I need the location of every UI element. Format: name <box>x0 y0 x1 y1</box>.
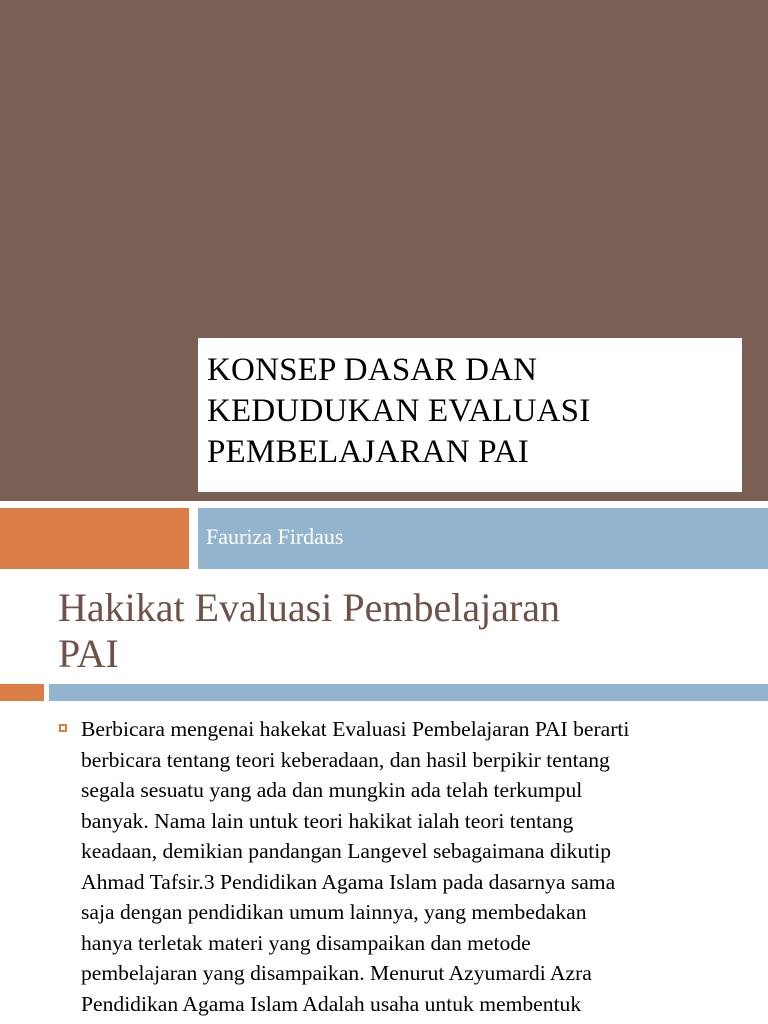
square-bullet-icon <box>59 724 67 732</box>
bullet-list <box>0 714 768 1019</box>
bullet-line: Ahmad Tafsir.3 Pendidikan Agama Islam pada dasarnya sama <box>81 869 616 894</box>
orange-accent-bar <box>0 508 189 569</box>
slide2-title-line: Hakikat Evaluasi Pembelajaran <box>58 585 561 630</box>
slide2-title <box>58 585 758 677</box>
bullet-line: segala sesuatu yang ada dan mungkin ada telah terkumpul <box>81 778 583 802</box>
author-name: Fauriza Firdaus <box>206 524 344 549</box>
bullet-line: saja dengan pendidikan umum lainnya, yang membedakan <box>81 900 587 924</box>
bullet-line: banyak. Nama lain untuk teori hakikat ialah teori tentang <box>81 808 574 833</box>
bullet-line: berbicara tentang teori keberadaan, dan hasil berpikir tentang <box>81 747 610 772</box>
divider-orange <box>0 684 44 701</box>
slide2-title-line: PAI <box>58 631 119 676</box>
divider-blue <box>49 684 768 701</box>
slide1-title-box <box>198 338 742 492</box>
bullet-line: Berbicara mengenai hakekat Evaluasi Pembelajaran PAI berarti <box>81 717 630 741</box>
bullet-item <box>0 714 768 1019</box>
slide1-title <box>207 350 734 473</box>
slide1-title-line: PEMBELAJARAN PAI <box>207 434 529 470</box>
bullet-line: Pendidikan Agama Islam Adalah usaha untuk membentuk <box>81 991 582 1016</box>
bullet-line: pembelajaran yang disampaikan. Menurut Azyumardi Azra <box>81 961 592 985</box>
slide1-title-line: KONSEP DASAR DAN <box>207 352 538 388</box>
bullet-text <box>81 714 752 1019</box>
bullet-line: hanya terletak materi yang disampaikan dan metode <box>81 930 531 955</box>
bullet-line: keadaan, demikian pandangan Langevel sebagaimana dikutip <box>81 839 612 863</box>
slide1-title-line: KEDUDUKAN EVALUASI <box>207 393 591 429</box>
